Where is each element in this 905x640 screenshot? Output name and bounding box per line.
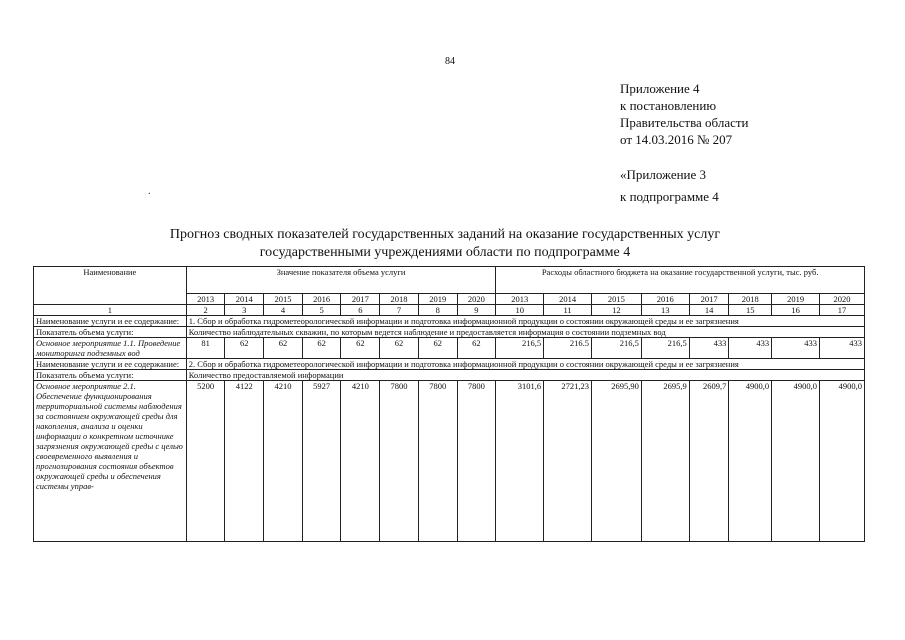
table-row — [34, 327, 865, 338]
budget-value: 216,5 — [591, 338, 641, 359]
budget-value: 2721,23 — [544, 381, 592, 542]
column-number: 15 — [729, 305, 772, 316]
budget-value: 433 — [689, 338, 729, 359]
column-number: 7 — [380, 305, 419, 316]
column-number: 1 — [34, 305, 187, 316]
volume-value: 7800 — [418, 381, 457, 542]
column-number: 13 — [641, 305, 689, 316]
service-text: 2. Сбор и обработка гидрометеорологической информации и подготовка информационной продукции о состоянии окружающей среды и ее загрязнения — [186, 359, 864, 370]
header-year: 2014 — [225, 294, 264, 305]
budget-value: 216.5 — [544, 338, 592, 359]
column-number: 17 — [820, 305, 865, 316]
volume-value: 62 — [418, 338, 457, 359]
column-number: 8 — [418, 305, 457, 316]
header-budget-group: Расходы областного бюджета на оказание государственной услуги, тыс. руб. — [496, 267, 865, 294]
table-row — [34, 370, 865, 381]
column-number: 14 — [689, 305, 729, 316]
stray-dot: . — [148, 186, 151, 197]
annex-header-line: к постановлению — [620, 98, 717, 113]
volume-value: 62 — [264, 338, 303, 359]
table-row — [34, 316, 865, 327]
header-year: 2019 — [418, 294, 457, 305]
volume-value: 5927 — [302, 381, 341, 542]
header-year: 2013 — [186, 294, 225, 305]
header-volume-group: Значение показателя объема услуги — [186, 267, 496, 294]
budget-value: 2695,9 — [641, 381, 689, 542]
column-number: 5 — [302, 305, 341, 316]
column-number: 12 — [591, 305, 641, 316]
indicator-label: Показатель объема услуги: — [34, 327, 187, 338]
table-row — [34, 267, 865, 294]
budget-value: 4900,0 — [772, 381, 820, 542]
header-name: Наименование — [34, 267, 187, 305]
table-row — [34, 381, 865, 542]
header-budget-year: 2013 — [496, 294, 544, 305]
volume-value: 62 — [457, 338, 496, 359]
indicators-table — [33, 266, 865, 542]
annex-header-secondary — [620, 164, 719, 208]
volume-value: 7800 — [380, 381, 419, 542]
annex-header-line: Правительства области — [620, 115, 749, 130]
budget-value: 433 — [729, 338, 772, 359]
table-row — [34, 338, 865, 359]
page-number: 84 — [445, 56, 455, 67]
volume-value: 4210 — [264, 381, 303, 542]
header-year: 2018 — [380, 294, 419, 305]
volume-value: 62 — [302, 338, 341, 359]
volume-value: 62 — [225, 338, 264, 359]
service-text: 1. Сбор и обработка гидрометеорологической информации и подготовка информационной продукции о состоянии окружающей среды и ее загрязнения — [186, 316, 864, 327]
header-budget-year: 2019 — [772, 294, 820, 305]
header-year: 2020 — [457, 294, 496, 305]
indicator-text: Количество предоставляемой информации — [186, 370, 864, 381]
header-year: 2015 — [264, 294, 303, 305]
budget-value: 216,5 — [496, 338, 544, 359]
column-number: 3 — [225, 305, 264, 316]
volume-value: 81 — [186, 338, 225, 359]
column-number: 9 — [457, 305, 496, 316]
table-row — [34, 305, 865, 316]
header-year: 2016 — [302, 294, 341, 305]
service-label: Наименование услуги и ее содержание: — [34, 316, 187, 327]
measure-label: Основное мероприятие 1.1. Проведение мониторинга подземных вод — [34, 338, 187, 359]
annex-header-line: к подпрограмме 4 — [620, 189, 719, 204]
column-number: 4 — [264, 305, 303, 316]
budget-value: 4900,0 — [820, 381, 865, 542]
annex-header-line: Приложение 4 — [620, 81, 700, 96]
volume-value: 4122 — [225, 381, 264, 542]
header-budget-year: 2017 — [689, 294, 729, 305]
column-number: 16 — [772, 305, 820, 316]
column-number: 2 — [186, 305, 225, 316]
volume-value: 4210 — [341, 381, 380, 542]
indicator-text: Количество наблюдательных скважин, по которым ведется наблюдение и предоставляется информация о состоянии подземных вод — [186, 327, 864, 338]
budget-value: 216,5 — [641, 338, 689, 359]
budget-value: 433 — [820, 338, 865, 359]
volume-value: 7800 — [457, 381, 496, 542]
annex-header-line: «Приложение 3 — [620, 167, 707, 182]
annex-header — [620, 80, 749, 148]
indicator-label: Показатель объема услуги: — [34, 370, 187, 381]
budget-value: 2609,7 — [689, 381, 729, 542]
table-row — [34, 359, 865, 370]
budget-value: 3101,6 — [496, 381, 544, 542]
column-number: 6 — [341, 305, 380, 316]
document-title-line: Прогноз сводных показателей государственных заданий на оказание государственных услуг — [169, 227, 721, 242]
service-label: Наименование услуги и ее содержание: — [34, 359, 187, 370]
annex-header-line: от 14.03.2016 № 207 — [620, 132, 733, 147]
budget-value: 433 — [772, 338, 820, 359]
column-number: 11 — [544, 305, 592, 316]
volume-value: 62 — [380, 338, 419, 359]
header-budget-year: 2014 — [544, 294, 592, 305]
header-budget-year: 2016 — [641, 294, 689, 305]
header-year: 2017 — [341, 294, 380, 305]
volume-value: 62 — [341, 338, 380, 359]
budget-value: 4900,0 — [729, 381, 772, 542]
document-title — [100, 226, 790, 262]
measure-label: Основное мероприятие 2.1. Обеспечение функционирования территориальной системы наблюдения за состоянием окружающей среды для накопления, анализа и оценки информации о конкретном источнике загрязнения окружающей среды с целью своевременного выявления и прогнозирования состояния объектов окружающей среды и обеспечения системы управ- — [34, 381, 187, 542]
header-budget-year: 2015 — [591, 294, 641, 305]
volume-value: 5200 — [186, 381, 225, 542]
budget-value: 2695,90 — [591, 381, 641, 542]
column-number: 10 — [496, 305, 544, 316]
header-budget-year: 2020 — [820, 294, 865, 305]
header-budget-year: 2018 — [729, 294, 772, 305]
document-title-line: государственными учреждениями области по подпрограмме 4 — [259, 245, 631, 260]
